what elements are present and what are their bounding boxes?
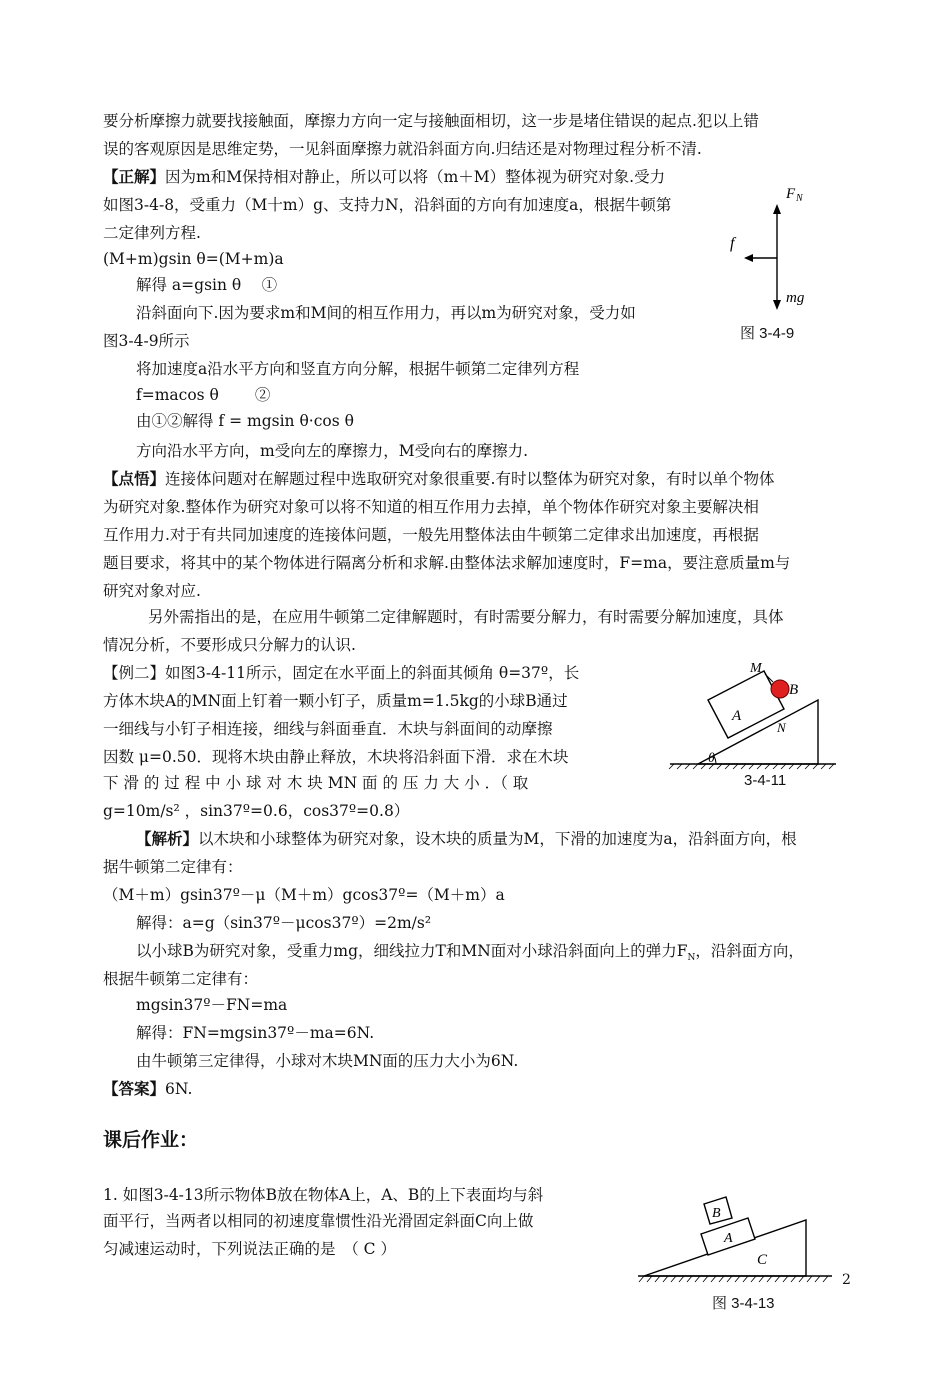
solution-line-3: 二定律列方程. [103, 224, 201, 242]
solution-line-1 [103, 166, 665, 188]
analysis-text-1: 以木块和小球整体为研究对象，设木块的质量为M，下滑的加速度为a，沿斜面方向，根 [198, 830, 797, 848]
page-number: 2 [842, 1272, 851, 1288]
solution-line-7: 方向沿水平方向，m受向左的摩擦力，M受向右的摩擦力. [136, 442, 528, 460]
analysis-line-5: 由牛顿第三定律得，小球对木块MN面的压力大小为6N. [136, 1052, 519, 1070]
analysis-text-3: 以小球B为研究对象，受重力mg，细线拉力T和MN面对小球沿斜面向上的弹力F [136, 942, 688, 960]
analysis-line-4: 根据牛顿第二定律有： [103, 970, 259, 988]
label-b: B [789, 682, 799, 698]
analysis-eq-4: 解得：FN=mgsin37º－ma=6N. [136, 1024, 375, 1042]
example2-line-2: 方体木块A的MN面上钉着一颗小钉子，质量m=1.5kg的小球B通过 [103, 692, 568, 710]
analysis-line-2: 据牛顿第二定律有： [103, 858, 243, 876]
solution-line-6: 将加速度a沿水平方向和竖直方向分解，根据牛顿第二定律列方程 [136, 360, 580, 378]
fig-3-4-13-caption: 图 3-4-13 [712, 1295, 775, 1312]
ball-b [771, 680, 789, 698]
intro-line-1: 要分析摩擦力就要找接触面，摩擦力方向一定与接触面相切，这一步是堵住错误的起点.犯以上错 [103, 112, 759, 130]
insight-extra-1: 另外需指出的是，在应用牛顿第二定律解题时，有时需要分解力，有时需要分解加速度，具体 [148, 608, 784, 626]
label-a: A [724, 1231, 733, 1246]
analysis-line-1 [136, 828, 797, 850]
mg-label: mg [786, 290, 805, 306]
analysis-label: 【解析】 [136, 829, 199, 848]
analysis-text-3-end: ，沿斜面方向， [695, 942, 804, 960]
homework-q1-line-2: 面平行，当两者以相同的初速度靠惯性沿光滑固定斜面C向上做 [103, 1212, 534, 1230]
f-label: f [730, 235, 735, 252]
solution-line-2: 如图3-4-8，受重力（M十m）g、支持力N，沿斜面的方向有加速度a，根据牛顿第 [103, 196, 672, 214]
label-theta: θ [708, 751, 715, 766]
label-n: N [777, 720, 786, 735]
solution-line-5: 图3-4-9所示 [103, 332, 190, 350]
homework-q1-line-3: 匀减速运动时，下列说法正确的是 （ C ） [103, 1240, 396, 1258]
answer-line [103, 1078, 192, 1100]
example2-line-6: g=10m/s² ，sin37º=0.6，cos37º=0.8） [103, 802, 410, 820]
ground-hatching [639, 1276, 828, 1282]
analysis-eq-3: mgsin37º－FN=ma [136, 996, 288, 1014]
insight-extra-2: 情况分析，不要形成只分解力的认识. [103, 636, 356, 654]
solution-eq-1: (M+m)gsin θ=(M+m)a [103, 250, 284, 268]
friction-arrowhead [744, 254, 753, 262]
insight-line-1 [103, 468, 774, 490]
insight-label: 【点悟】 [103, 469, 166, 488]
label-a: A [732, 708, 742, 724]
example2-line-3: 一细线与小钉子相连接，细线与斜面垂直．木块与斜面间的动摩擦 [103, 720, 553, 738]
incline-diagram-3-4-11 [668, 655, 838, 770]
insight-line-2: 为研究对象.整体作为研究对象可以将不知道的相互作用力去掉，单个物体作研究对象主要解决相 [103, 498, 759, 516]
solution-line-4: 沿斜面向下.因为要求m和M间的相互作用力，再以m为研究对象，受力如 [136, 304, 636, 322]
insight-text-1: 连接体问题对在解题过程中选取研究对象很重要.有时以整体为研究对象，有时以单个物体 [165, 470, 775, 488]
label-m: M [750, 661, 762, 676]
answer-value: 6N. [165, 1080, 193, 1098]
solution-text-1: 因为m和M保持相对静止，所以可以将（m＋M）整体视为研究对象.受力 [165, 168, 666, 186]
fn-label-sub: N [796, 193, 803, 204]
example2-line-1 [103, 662, 579, 684]
label-c: C [757, 1252, 768, 1268]
analysis-eq-2: 解得：a=g（sin37º－μcos37º）=2m/s² [136, 914, 432, 932]
homework-title: 课后作业： [103, 1130, 199, 1151]
analysis-line-3 [136, 940, 804, 969]
homework-q1-line-1: 1. 如图3-4-13所示物体B放在物体A上，A、B的上下表面均与斜 [103, 1186, 544, 1204]
solution-eq-3: f=macos θ ② [136, 386, 271, 404]
solution-label: 【正解】 [103, 167, 166, 186]
solution-eq-2: 解得 a=gsin θ ① [136, 276, 278, 294]
example2-text-1: 如图3-4-11所示，固定在水平面上的斜面其倾角 θ=37º，长 [165, 664, 580, 682]
example2-label: 【例二】 [103, 664, 166, 682]
insight-line-5: 研究对象对应. [103, 582, 201, 600]
insight-line-3: 互作用力.对于有共同加速度的连接体问题，一般先用整体法由牛顿第二定律求出加速度，再根据 [103, 526, 759, 544]
example2-line-5: 下 滑 的 过 程 中 小 球 对 木 块 MN 面 的 压 力 大 小 ．（ 取 [103, 774, 529, 792]
answer-label: 【答案】 [103, 1079, 166, 1098]
solution-eq-4: 由①②解得 f = mgsin θ·cos θ [136, 412, 354, 430]
label-b: B [712, 1206, 721, 1221]
analysis-eq-1: （M＋m）gsin37º－μ（M＋m）gcos37º=（M＋m）a [103, 886, 505, 904]
mg-arrowhead [773, 300, 781, 310]
example2-line-4: 因数 μ=0.50．现将木块由静止释放，木块将沿斜面下滑．求在木块 [103, 748, 569, 766]
fn-label: F [786, 186, 796, 202]
force-diagram-3-4-9 [720, 178, 830, 318]
fig-3-4-9-caption: 图 3-4-9 [740, 325, 795, 342]
analysis-text-3-sub: N [687, 953, 696, 964]
fig-3-4-11-caption: 3-4-11 [744, 772, 787, 789]
fn-arrowhead [773, 204, 781, 214]
insight-line-4: 题目要求，将其中的某个物体进行隔离分析和求解.由整体法求解加速度时，F=ma，要注意质量m与 [103, 554, 791, 572]
incline-diagram-3-4-13 [636, 1190, 836, 1290]
intro-line-2: 误的客观原因是思维定势，一见斜面摩擦力就沿斜面方向.归结还是对物理过程分析不清. [103, 140, 702, 158]
